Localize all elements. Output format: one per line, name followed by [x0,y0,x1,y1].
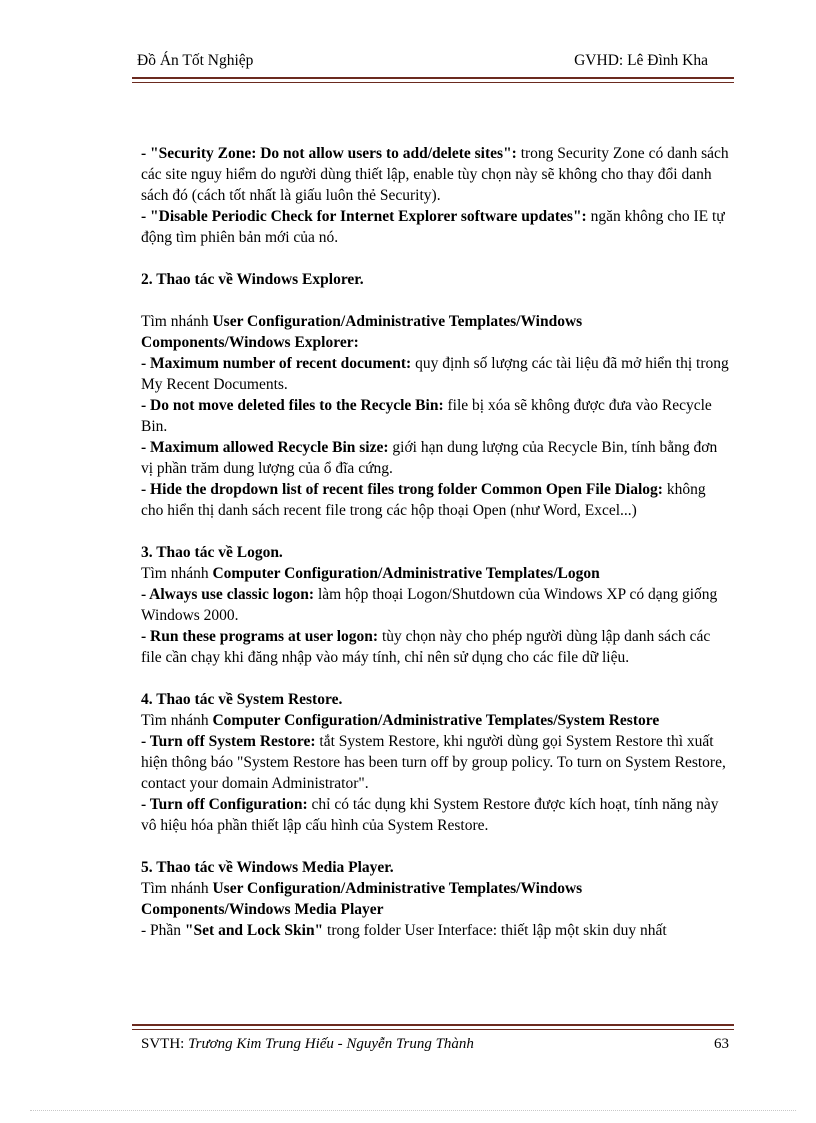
page-edge-divider [30,1110,796,1111]
section-path-system-restore: Tìm nhánh Computer Configuration/Administrative Templates/System Restore [141,712,660,729]
list-item: - Maximum allowed Recycle Bin size: giới hạn dung lượng của Recycle Bin, tính bằng đơn vị phần trăm dung lượng của ổ đĩa cứng. [141,439,718,477]
section-heading-logon: 3. Thao tác về Logon. [141,544,283,561]
header-rule-bottom [132,82,734,83]
section-heading-media-player: 5. Thao tác về Windows Media Player. [141,859,394,876]
footer-rule-bottom [132,1029,734,1030]
header-supervisor: GVHD: Lê Đình Kha [574,52,708,69]
list-item: - Do not move deleted files to the Recycle Bin: file bị xóa sẽ không được đưa vào Recycle Bin. [141,397,712,435]
paragraph-security-zone: - "Security Zone: Do not allow users to add/delete sites": trong Security Zone có danh sách các site nguy hiểm do người dùng thiết lập, enable tùy chọn này sẽ không cho thay đổi danh sách đó (cách tốt nhất là giấu luôn thẻ Security). [141,145,729,204]
section-path-logon: Tìm nhánh Computer Configuration/Administrative Templates/Logon [141,565,600,582]
section-path-windows-explorer: Tìm nhánh User Configuration/Administrative Templates/Windows Components/Windows Explorer: [141,313,583,351]
footer [141,1036,729,1053]
section-path-media-player: Tìm nhánh User Configuration/Administrative Templates/Windows Components/Windows Media Player [141,880,583,918]
section-heading-system-restore: 4. Thao tác về System Restore. [141,691,343,708]
footer-label: SVTH: [141,1036,185,1052]
list-item: - Turn off System Restore: tắt System Restore, khi người dùng gọi System Restore thì xuất hiện thông báo "System Restore has been turn off by group policy. To turn on System Restore, contact your domain Administrator". [141,733,726,792]
list-item: - Hide the dropdown list of recent files trong folder Common Open File Dialog: không cho hiển thị danh sách recent file trong các hộp thoại Open (như Word, Excel...) [141,481,706,519]
list-item: - Maximum number of recent document: quy định số lượng các tài liệu đã mở hiển thị trong My Recent Documents. [141,355,729,393]
paragraph-periodic-check: - "Disable Periodic Check for Internet Explorer software updates": ngăn không cho IE tự động tìm phiên bản mới của nó. [141,208,725,246]
page-body [141,143,731,941]
page-number: 63 [714,1036,729,1052]
header-title: Đồ Án Tốt Nghiệp [137,52,254,69]
list-item: - Always use classic logon: làm hộp thoại Logon/Shutdown của Windows XP có dạng giống Windows 2000. [141,586,718,624]
footer-authors: Trương Kim Trung Hiếu - Nguyễn Trung Thành [184,1036,474,1052]
footer-rule-top [132,1024,734,1026]
list-item: - Turn off Configuration: chỉ có tác dụng khi System Restore được kích hoạt, tính năng này vô hiệu hóa phần thiết lập cấu hình của System Restore. [141,796,719,834]
list-item: - Run these programs at user logon: tùy chọn này cho phép người dùng lập danh sách các file cần chạy khi đăng nhập vào máy tính, chỉ nên sử dụng cho các file dữ liệu. [141,628,711,666]
section-heading-windows-explorer: 2. Thao tác về Windows Explorer. [141,271,364,288]
header-rule-top [132,77,734,79]
list-item: - Phần "Set and Lock Skin" trong folder User Interface: thiết lập một skin duy nhất [141,922,667,939]
